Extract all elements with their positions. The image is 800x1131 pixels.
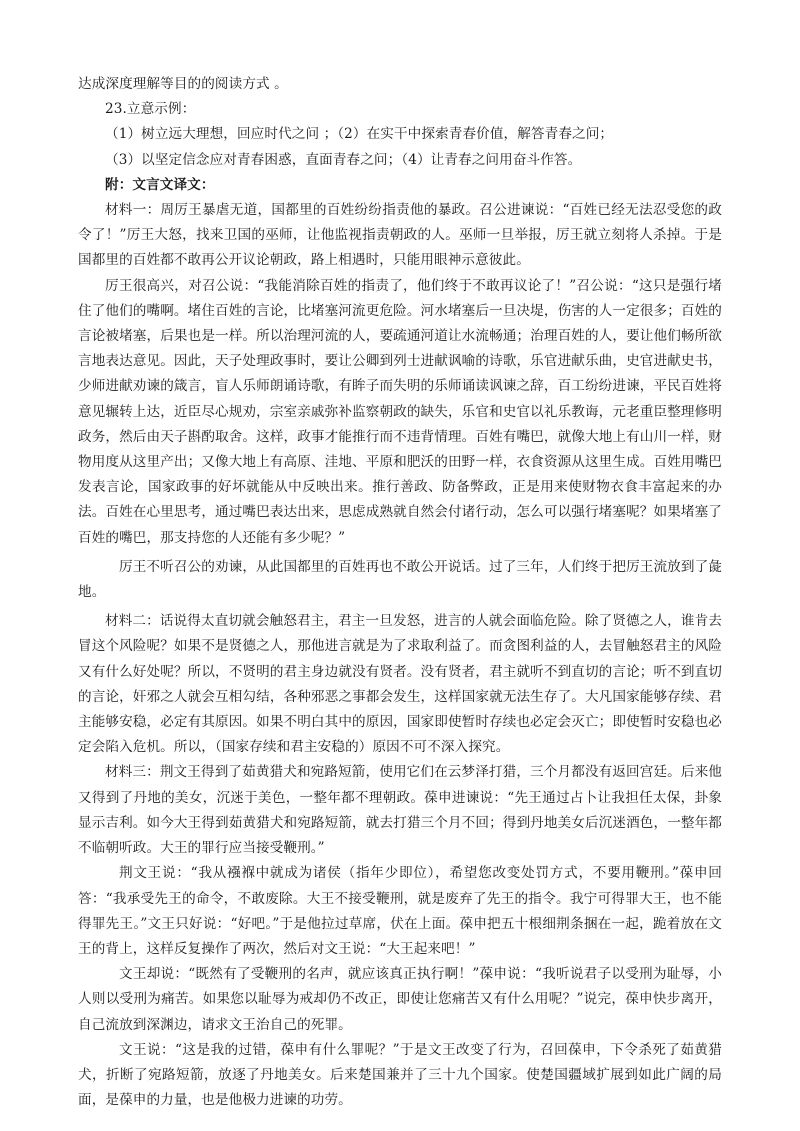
material-2-paragraph: 材料二：话说得太直切就会触怒君主，君主一旦发怒，进言的人就会面临危险。除了贤德之人，谁肯去冒这个风险呢？如果不是贤德之人，那他进言就是为了求取利益了。而贪图利益的人，去冒触怒君主的风险又有什么好处呢？所以，不贤明的君主身边就没有贤者。没有贤者，君主就听不到直切的言论；听不到直切的言论，奸邪之人就会互相勾结，各种邪恶之事都会发生，这样国家就无法生存了。大凡国家能够存续、君主能够安稳，必定有其原因。如果不明白其中的原因，国家即使暂时存续也必定会灭亡；即使暂时安稳也必定会陷入危机。所以，（国家存续和君主安稳的）原因不可不深入探究。 (78, 613, 722, 756)
material-1-paragraph-2: 厉王很高兴，对召公说：“我能消除百姓的指责了，他们终于不敢再议论了！”召公说：“这只是强行堵住了他们的嘴啊。堵住百姓的言论，比堵塞河流更危险。河水堵塞后一旦决堤，伤害的人一定很多；百姓的言论被堵塞，后果也是一样。所以治理河流的人，要疏通河道让水流畅通；治理百姓的人，要让他们畅所欲言地表达意见。因此，天子处理政事时，要让公卿到列士进献讽喻的诗歌，乐官进献乐曲，史官进献史书，少师进献劝谏的箴言，盲人乐师朗诵诗歌，有眸子而失明的乐师诵读讽谏之辞，百工纷纷进谏，平民百姓将意见辗转上达，近臣尽心规劝，宗室亲戚弥补监察朝政的缺失，乐官和史官以礼乐教诲，元老重臣整理修明政务，然后由天子斟酌取舍。这样，政事才能推行而不违背情理。百姓有嘴巴，就像大地上有山川一样，财物用度从这里产出；又像大地上有高原、洼地、平原和肥沃的田野一样，衣食资源从这里生成。百姓用嘴巴发表言论，国家政事的好坏就能从中反映出来。推行善政、防备弊政，正是用来使财物衣食丰富起来的办法。百姓在心里思考，通过嘴巴表达出来，思虑成熟就自然会付诸行动，怎么可以强行堵塞呢？如果堵塞了百姓的嘴巴，那支持您的人还能有多少呢？” (78, 277, 722, 546)
material-3-paragraph-1: 材料三：荆文王得到了茹黄猎犬和宛路短箭，使用它们在云梦泽打猎，三个月都没有返回宫廷。后来他又得到了丹地的美女，沉迷于美色，一整年都不理朝政。葆申进谏说：“先王通过占卜让我担任太保，卦象显示吉利。如今大王得到茹黄猎犬和宛路短箭，就去打猎三个月不回；得到丹地美女后沉迷酒色，一整年都不临朝听政。大王的罪行应当接受鞭刑。” (78, 764, 722, 857)
material-3-paragraph-3: 文王却说：“既然有了受鞭刑的名声，就应该真正执行啊！”葆申说：“我听说君子以受刑为耻辱，小人则以受刑为痛苦。如果您以耻辱为戒却仍不改正，即使让您痛苦又有什么用呢？”说完，葆申快步离开，自己流放到深渊边，请求文王治自己的死罪。 (78, 966, 722, 1033)
q23-heading: 23.立意示例： (105, 101, 196, 118)
q23-line-1: （1）树立远大理想，回应时代之问 ；（2）在实干中探索青春价值，解答青春之问； (105, 126, 614, 143)
material-1-paragraph-3: 厉王不听召公的劝谏，从此国都里的百姓再也不敢公开说话。过了三年，人们终于把厉王流放到了彘地。 (78, 558, 722, 601)
material-3-paragraph-4: 文王说：“这是我的过错，葆申有什么罪呢？”于是文王改变了行为，召回葆申，下令杀死了茹黄猎犬，折断了宛路短箭，放逐了丹地美女。后来楚国兼并了三十九个国家。使楚国疆域扩展到如此广阔的局面，是葆申的力量，也是他极力进谏的功劳。 (78, 1041, 722, 1109)
appendix-heading: 附：文言文译文： (105, 176, 215, 193)
intro-tail: 达成深度理解等目的的阅读方式 。 (78, 76, 288, 92)
q23-line-2: （3）以坚定信念应对青春困惑，直面青春之问；（4）让青春之问用奋斗作答。 (105, 151, 582, 168)
material-1-paragraph-1: 材料一：周厉王暴虐无道，国都里的百姓纷纷指责他的暴政。召公进谏说：“百姓已经无法忍受您的政令了！”厉王大怒，找来卫国的巫师，让他监视指责朝政的人。巫师一旦举报，厉王就立刻将人杀掉。于是国都里的百姓都不敢再公开议论朝政，路上相遇时，只能用眼神示意彼此。 (78, 202, 722, 269)
material-3-paragraph-2: 荆文王说：“我从襁褓中就成为诸侯（指年少即位），希望您改变处罚方式，不要用鞭刑。”葆申回答：“我承受先王的命令，不敢废除。大王不接受鞭刑，就是废弃了先王的指令。我宁可得罪大王，也不能得罪先王。”文王只好说：“好吧。”于是他拉过草席，伏在上面。葆申把五十根细荆条捆在一起，跪着放在文王的背上，这样反复操作了两次，然后对文王说：“大王起来吧！” (78, 865, 722, 957)
